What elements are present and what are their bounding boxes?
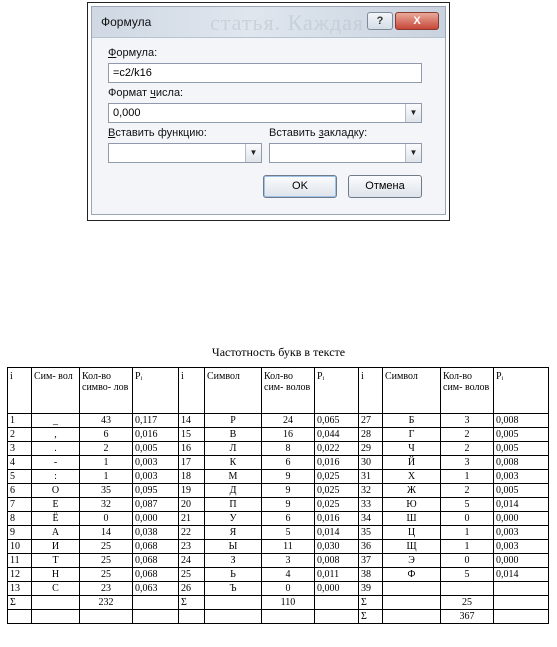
table-cell: Я bbox=[205, 526, 262, 540]
table-title: Частотность букв в тексте bbox=[211, 345, 346, 359]
close-icon: X bbox=[413, 15, 421, 27]
table-cell bbox=[383, 610, 441, 624]
table-cell: 6 bbox=[80, 428, 133, 442]
ok-button[interactable]: OK bbox=[263, 175, 337, 198]
table-cell: 37 bbox=[359, 554, 383, 568]
table-cell: 0,008 bbox=[494, 414, 549, 428]
table-cell bbox=[315, 610, 359, 624]
table-row bbox=[8, 554, 549, 568]
table-cell: 19 bbox=[179, 484, 205, 498]
table-cell: 27 bbox=[359, 414, 383, 428]
table-cell: 0,025 bbox=[315, 484, 359, 498]
formula-input-value: =c2/k16 bbox=[113, 67, 152, 79]
table-header-cell: Символ bbox=[205, 368, 262, 414]
table-row bbox=[8, 456, 549, 470]
insert-function-label-text: ставить функцию: bbox=[115, 127, 207, 139]
cancel-button[interactable]: Отмена bbox=[348, 175, 422, 198]
table-row bbox=[8, 512, 549, 526]
table-cell: . bbox=[32, 442, 80, 456]
table-row bbox=[8, 442, 549, 456]
table-cell: 0,044 bbox=[315, 428, 359, 442]
table-cell: 35 bbox=[359, 526, 383, 540]
table-cell: П bbox=[205, 498, 262, 512]
table-cell: 3 bbox=[262, 554, 315, 568]
insert-function-select[interactable] bbox=[108, 143, 262, 163]
table-cell bbox=[494, 582, 549, 596]
table-cell: 2 bbox=[80, 442, 133, 456]
table-cell: 0,016 bbox=[315, 456, 359, 470]
number-format-label-accesskey: ч bbox=[150, 87, 156, 99]
table-cell: Л bbox=[205, 442, 262, 456]
table-cell: Σ bbox=[359, 596, 383, 610]
table-cell: 12 bbox=[8, 568, 32, 582]
table-cell: 0,003 bbox=[494, 526, 549, 540]
chevron-down-icon[interactable]: ▼ bbox=[405, 144, 421, 162]
table-cell: 34 bbox=[359, 512, 383, 526]
table-row bbox=[8, 596, 549, 610]
formula-label-text: ормула: bbox=[116, 47, 158, 59]
formula-label bbox=[108, 47, 157, 59]
table-cell: 0,008 bbox=[315, 554, 359, 568]
table-cell: 0,022 bbox=[315, 442, 359, 456]
table-cell: 0,005 bbox=[494, 428, 549, 442]
table-cell: 24 bbox=[262, 414, 315, 428]
table-cell bbox=[383, 596, 441, 610]
table-header-cell: Символ bbox=[383, 368, 441, 414]
table-cell: Г bbox=[383, 428, 441, 442]
table-cell: 32 bbox=[359, 484, 383, 498]
table-cell: 25 bbox=[441, 596, 494, 610]
table-cell: 0,014 bbox=[494, 498, 549, 512]
table-cell: 36 bbox=[359, 540, 383, 554]
table-cell: 26 bbox=[179, 582, 205, 596]
table-cell: 9 bbox=[262, 484, 315, 498]
insert-bookmark-label-pre: Вставить bbox=[269, 127, 319, 139]
table-cell: 3 bbox=[8, 442, 32, 456]
table-cell: 25 bbox=[80, 568, 133, 582]
table-cell: 0,025 bbox=[315, 470, 359, 484]
table-cell: 10 bbox=[8, 540, 32, 554]
table-cell: Б bbox=[383, 414, 441, 428]
table-cell: 6 bbox=[262, 456, 315, 470]
insert-bookmark-label bbox=[269, 127, 367, 139]
table-cell: 11 bbox=[262, 540, 315, 554]
table-cell: 0,038 bbox=[133, 526, 179, 540]
table-cell: 35 bbox=[80, 484, 133, 498]
table-cell: 1 bbox=[441, 526, 494, 540]
table-header-cell: Сим- вол bbox=[32, 368, 80, 414]
table-header-cell: i bbox=[179, 368, 205, 414]
table-cell: 0 bbox=[262, 582, 315, 596]
table-cell: О bbox=[32, 484, 80, 498]
table-cell: 0 bbox=[441, 512, 494, 526]
table-cell: 20 bbox=[179, 498, 205, 512]
table-cell: 0 bbox=[80, 512, 133, 526]
formula-dialog bbox=[91, 6, 446, 215]
table-cell: 7 bbox=[8, 498, 32, 512]
table-cell: 0,063 bbox=[133, 582, 179, 596]
help-button[interactable] bbox=[367, 12, 393, 30]
table-cell: Σ bbox=[179, 596, 205, 610]
table-cell: 1 bbox=[441, 540, 494, 554]
dialog-titlebar bbox=[92, 7, 445, 38]
table-cell: Ъ bbox=[205, 582, 262, 596]
table-cell: 38 bbox=[359, 568, 383, 582]
table-cell: 0,068 bbox=[133, 554, 179, 568]
table-cell bbox=[133, 596, 179, 610]
table-cell: Т bbox=[32, 554, 80, 568]
table-row bbox=[8, 568, 549, 582]
table-cell: 18 bbox=[179, 470, 205, 484]
table-cell: 14 bbox=[80, 526, 133, 540]
number-format-value: 0,000 bbox=[113, 107, 141, 119]
table-row bbox=[8, 582, 549, 596]
insert-bookmark-label-post: акладку: bbox=[323, 127, 368, 139]
table-cell: 110 bbox=[262, 596, 315, 610]
table-cell: 0,003 bbox=[133, 470, 179, 484]
table-cell: 0,000 bbox=[315, 582, 359, 596]
table-cell: 1 bbox=[80, 456, 133, 470]
table-cell: 8 bbox=[262, 442, 315, 456]
table-cell: Р bbox=[205, 414, 262, 428]
table-cell bbox=[8, 610, 32, 624]
table-cell: 6 bbox=[262, 512, 315, 526]
table-cell: 8 bbox=[8, 512, 32, 526]
table-cell: 28 bbox=[359, 428, 383, 442]
table-row bbox=[8, 498, 549, 512]
table-cell bbox=[205, 596, 262, 610]
table-cell: Σ bbox=[8, 596, 32, 610]
table-cell: 39 bbox=[359, 582, 383, 596]
background-ghost-text: статья. Каждая bbox=[210, 10, 365, 35]
table-cell: 23 bbox=[179, 540, 205, 554]
table-cell: Ю bbox=[383, 498, 441, 512]
table-cell: 5 bbox=[441, 498, 494, 512]
table-cell: 367 bbox=[441, 610, 494, 624]
table-cell: Ф bbox=[383, 568, 441, 582]
table-cell: У bbox=[205, 512, 262, 526]
table-cell: 0,014 bbox=[315, 526, 359, 540]
table-cell bbox=[262, 610, 315, 624]
table-cell: 0,087 bbox=[133, 498, 179, 512]
number-format-label-pre: Формат bbox=[108, 87, 151, 99]
table-header-cell: Кол-во сим- волов bbox=[441, 368, 494, 414]
table-cell: 25 bbox=[179, 568, 205, 582]
table-cell: И bbox=[32, 540, 80, 554]
table-cell: 0,003 bbox=[494, 540, 549, 554]
table-cell: 32 bbox=[80, 498, 133, 512]
letter-frequency-table bbox=[7, 367, 549, 624]
table-cell: В bbox=[205, 428, 262, 442]
table-cell: Ж bbox=[383, 484, 441, 498]
table-cell: Щ bbox=[383, 540, 441, 554]
help-icon: ? bbox=[376, 15, 384, 27]
table-row bbox=[8, 484, 549, 498]
table-cell: 2 bbox=[8, 428, 32, 442]
table-cell: 16 bbox=[179, 442, 205, 456]
table-header-cell: Кол-во сим- волов bbox=[262, 368, 315, 414]
table-cell: 21 bbox=[179, 512, 205, 526]
table-row bbox=[8, 470, 549, 484]
table-header-cell: Pᵢ bbox=[133, 368, 179, 414]
table-cell: 2 bbox=[441, 428, 494, 442]
table-cell: 23 bbox=[80, 582, 133, 596]
table-cell: 0 bbox=[441, 554, 494, 568]
table-cell: Ы bbox=[205, 540, 262, 554]
table-cell: 43 bbox=[80, 414, 133, 428]
table-row bbox=[8, 414, 549, 428]
table-cell: Е bbox=[32, 498, 80, 512]
table-cell: Ц bbox=[383, 526, 441, 540]
table-cell: 13 bbox=[8, 582, 32, 596]
table-cell: Ё bbox=[32, 512, 80, 526]
table-cell: 3 bbox=[441, 414, 494, 428]
table-cell: _ bbox=[32, 414, 80, 428]
chevron-down-icon[interactable]: ▼ bbox=[245, 144, 261, 162]
table-cell: 0,068 bbox=[133, 540, 179, 554]
table-cell: 33 bbox=[359, 498, 383, 512]
table-header-cell: i bbox=[8, 368, 32, 414]
table-cell bbox=[32, 596, 80, 610]
table-cell: 0,000 bbox=[133, 512, 179, 526]
table-cell: 0,008 bbox=[494, 456, 549, 470]
table-cell: 0,016 bbox=[315, 512, 359, 526]
table-cell: 5 bbox=[8, 470, 32, 484]
table-cell: , bbox=[32, 428, 80, 442]
table-cell: 5 bbox=[262, 526, 315, 540]
table-row bbox=[8, 610, 549, 624]
insert-function-label bbox=[108, 127, 207, 139]
chevron-down-icon[interactable]: ▼ bbox=[405, 104, 421, 122]
insert-bookmark-label-accesskey: з bbox=[318, 127, 324, 139]
table-cell bbox=[80, 610, 133, 624]
table-cell: С bbox=[32, 582, 80, 596]
table-cell: 2 bbox=[441, 484, 494, 498]
insert-function-label-accesskey: В bbox=[108, 127, 116, 139]
table-cell: Ь bbox=[205, 568, 262, 582]
table-cell: 0,117 bbox=[133, 414, 179, 428]
insert-bookmark-select[interactable] bbox=[269, 143, 422, 163]
number-format-select[interactable] bbox=[108, 103, 422, 123]
table-cell: 22 bbox=[179, 526, 205, 540]
table-cell: 31 bbox=[359, 470, 383, 484]
table-cell: 14 bbox=[179, 414, 205, 428]
table-header-row bbox=[8, 368, 549, 414]
table-cell: 0,025 bbox=[315, 498, 359, 512]
dialog-screenshot-frame bbox=[87, 2, 450, 221]
table-header-cell: Pᵢ bbox=[494, 368, 549, 414]
table-cell: 232 bbox=[80, 596, 133, 610]
table-cell: 0,011 bbox=[315, 568, 359, 582]
table-cell: 9 bbox=[262, 470, 315, 484]
formula-input[interactable] bbox=[108, 63, 422, 83]
close-button[interactable] bbox=[395, 12, 439, 30]
table-cell bbox=[494, 596, 549, 610]
table-cell: 30 bbox=[359, 456, 383, 470]
table-cell: 25 bbox=[80, 554, 133, 568]
table-row bbox=[8, 540, 549, 554]
table-cell: 0,065 bbox=[315, 414, 359, 428]
table-cell: 0,068 bbox=[133, 568, 179, 582]
table-cell bbox=[179, 610, 205, 624]
table-cell: 1 bbox=[8, 414, 32, 428]
table-cell: 16 bbox=[262, 428, 315, 442]
table-cell: А bbox=[32, 526, 80, 540]
table-cell: 9 bbox=[262, 498, 315, 512]
table-cell: Ш bbox=[383, 512, 441, 526]
table-cell bbox=[441, 582, 494, 596]
table-cell: 0,003 bbox=[133, 456, 179, 470]
table-cell: Х bbox=[383, 470, 441, 484]
table-cell: 1 bbox=[441, 470, 494, 484]
table-cell: 3 bbox=[441, 456, 494, 470]
number-format-label bbox=[108, 87, 183, 99]
table-cell: Д bbox=[205, 484, 262, 498]
table-header-cell: Кол-во симво- лов bbox=[80, 368, 133, 414]
formula-label-accesskey: Ф bbox=[108, 47, 117, 59]
table-cell: 2 bbox=[441, 442, 494, 456]
table-cell: - bbox=[32, 456, 80, 470]
table-cell: 0,005 bbox=[133, 442, 179, 456]
table-header-cell: Pᵢ bbox=[315, 368, 359, 414]
table-cell: 0,016 bbox=[133, 428, 179, 442]
table-cell: 1 bbox=[80, 470, 133, 484]
table-cell: 6 bbox=[8, 484, 32, 498]
table-cell: 29 bbox=[359, 442, 383, 456]
table-cell: 4 bbox=[8, 456, 32, 470]
table-row bbox=[8, 526, 549, 540]
table-cell: 0,095 bbox=[133, 484, 179, 498]
table-cell: 24 bbox=[179, 554, 205, 568]
table-cell bbox=[315, 596, 359, 610]
number-format-label-post: исла: bbox=[155, 87, 184, 99]
table-cell: 9 bbox=[8, 526, 32, 540]
table-row bbox=[8, 428, 549, 442]
table-cell: 0,030 bbox=[315, 540, 359, 554]
table-cell bbox=[205, 610, 262, 624]
table-cell: Σ bbox=[359, 610, 383, 624]
table-cell: 15 bbox=[179, 428, 205, 442]
table-cell: 0,005 bbox=[494, 484, 549, 498]
table-cell: Н bbox=[32, 568, 80, 582]
table-cell bbox=[32, 610, 80, 624]
table-cell: З bbox=[205, 554, 262, 568]
table-cell bbox=[494, 610, 549, 624]
table-cell: 4 bbox=[262, 568, 315, 582]
table-cell: 0,000 bbox=[494, 554, 549, 568]
table-cell: 0,014 bbox=[494, 568, 549, 582]
table-cell: Э bbox=[383, 554, 441, 568]
table-cell: 25 bbox=[80, 540, 133, 554]
table-cell: 0,005 bbox=[494, 442, 549, 456]
table-cell: М bbox=[205, 470, 262, 484]
table-cell: : bbox=[32, 470, 80, 484]
table-cell: 0,003 bbox=[494, 470, 549, 484]
table-cell: 11 bbox=[8, 554, 32, 568]
table-header-cell: i bbox=[359, 368, 383, 414]
table-cell: К bbox=[205, 456, 262, 470]
table-cell: 5 bbox=[441, 568, 494, 582]
table-cell: Й bbox=[383, 456, 441, 470]
table-cell bbox=[383, 582, 441, 596]
table-cell: 0,000 bbox=[494, 512, 549, 526]
dialog-title: Формула bbox=[101, 15, 152, 29]
table-cell: 17 bbox=[179, 456, 205, 470]
table-cell bbox=[133, 610, 179, 624]
table-cell: Ч bbox=[383, 442, 441, 456]
